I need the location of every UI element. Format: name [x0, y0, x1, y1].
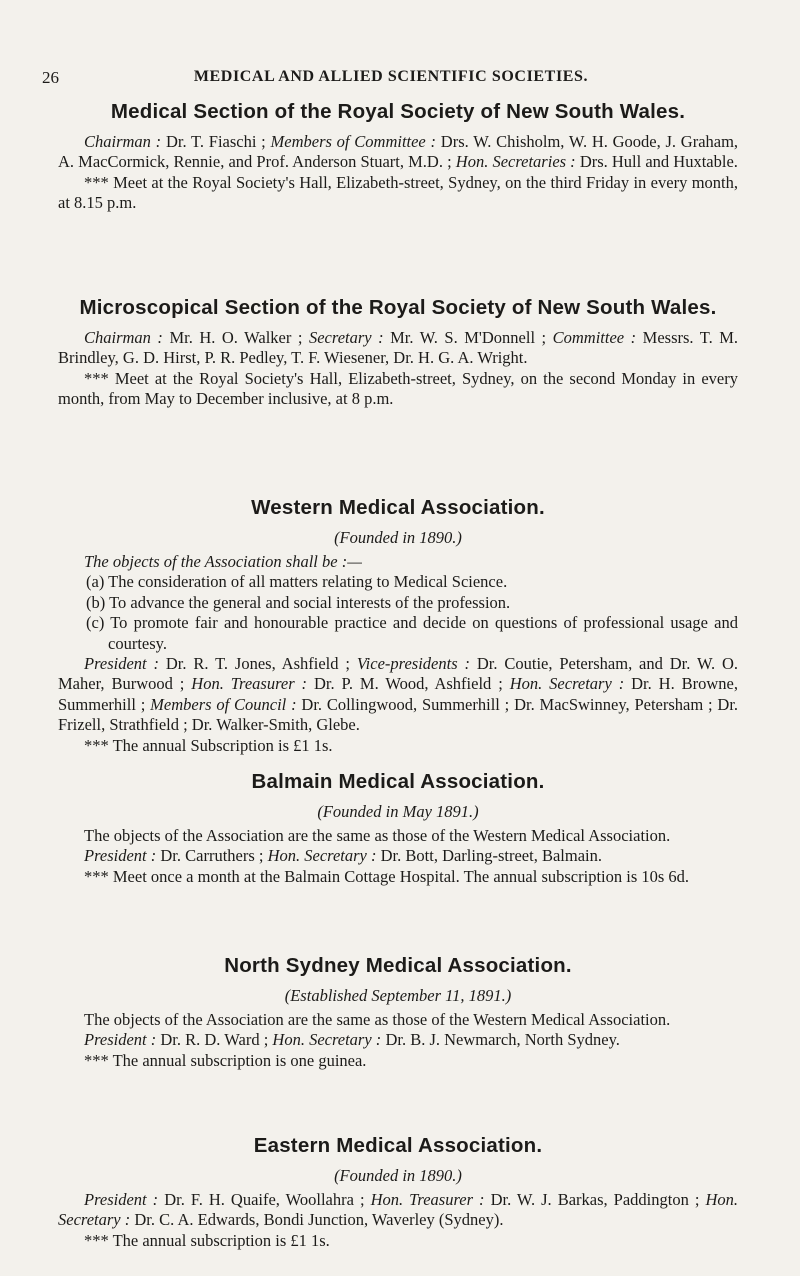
meeting-note: *** Meet at the Royal Society's Hall, Elizabeth-street, Sydney, on the third Friday in every month, at 8.15 p.m. — [58, 172, 738, 213]
founded-note: (Founded in 1890.) — [334, 1166, 462, 1185]
section-title: Western Medical Association. — [251, 496, 545, 519]
object-item: (b) To advance the general and social interests of the profession. — [86, 592, 511, 612]
officers: Chairman : Dr. T. Fiaschi ; Members of Committee : Drs. W. Chisholm, W. H. Goode, J. Graham, A. MacCormick, Rennie, and Prof. Anderson Stuart, M.D. ; Hon. Secretaries : Drs. Hull and Huxtable. — [58, 132, 739, 172]
object-item: (a) The consideration of all matters relating to Medical Science. — [86, 572, 508, 592]
objects-note: The objects of the Association are the same as those of the Western Medical Association. — [84, 826, 671, 845]
founded-note: (Established September 11, 1891.) — [284, 986, 512, 1005]
balmain-association-entry — [58, 770, 738, 887]
objects-note: The objects of the Association are the same as those of the Western Medical Association. — [84, 1010, 671, 1029]
objects-intro: The objects of the Association shall be :— — [84, 552, 362, 571]
page-number: 26 — [42, 68, 59, 87]
officers: President : Dr. F. H. Quaife, Woollahra ; Hon. Treasurer : Dr. W. J. Barkas, Paddington ; Hon. Secretary : Dr. C. A. Edwards, Bondi Junction, Waverley (Sydney). — [58, 1190, 739, 1230]
running-head — [42, 68, 740, 90]
subscription-note: *** The annual subscription is one guinea. — [84, 1050, 367, 1070]
north-sydney-association-entry — [58, 954, 738, 1071]
officers: President : Dr. Carruthers ; Hon. Secretary : Dr. Bott, Darling-street, Balmain. — [84, 846, 602, 866]
meeting-note: *** Meet once a month at the Balmain Cottage Hospital. The annual subscription is 10s 6d. — [84, 866, 690, 886]
object-item: (c) To promote fair and honourable practice and decide on questions of professional usage and courtesy. — [86, 613, 738, 653]
meeting-note: *** Meet at the Royal Society's Hall, Elizabeth-street, Sydney, on the second Monday in every month, from May to December inclusive, at 8 p.m. — [58, 368, 738, 409]
subscription-note: *** The annual subscription is £1 1s. — [84, 1230, 330, 1250]
officers: Chairman : Mr. H. O. Walker ; Secretary : Mr. W. S. M'Donnell ; Committee : Messrs. T. M. Brindley, G. D. Hirst, P. R. Pedley, T. F. Wiesener, Dr. H. G. A. Wright. — [58, 328, 739, 368]
section-title: Microscopical Section of the Royal Society of New South Wales. — [79, 296, 717, 319]
section-title: Balmain Medical Association. — [251, 770, 545, 793]
microscopical-section-entry — [58, 296, 738, 410]
founded-note: (Founded in 1890.) — [334, 528, 462, 547]
founded-note: (Founded in May 1891.) — [317, 802, 479, 821]
subscription-note: *** The annual Subscription is £1 1s. — [84, 735, 333, 755]
eastern-association-entry — [58, 1134, 738, 1251]
section-title: North Sydney Medical Association. — [224, 954, 572, 977]
section-title: Medical Section of the Royal Society of New South Wales. — [110, 100, 686, 123]
running-title: MEDICAL AND ALLIED SCIENTIFIC SOCIETIES. — [193, 68, 589, 85]
western-association-entry — [58, 496, 738, 756]
officers: President : Dr. R. D. Ward ; Hon. Secretary : Dr. B. J. Newmarch, North Sydney. — [84, 1030, 620, 1050]
section-title: Eastern Medical Association. — [253, 1134, 543, 1157]
officers: President : Dr. R. T. Jones, Ashfield ; Vice-presidents : Dr. Coutie, Petersham, and Dr. W. O. Maher, Burwood ; Hon. Treasurer : Dr. P. M. Wood, Ashfield ; Hon. Secretary : Dr. H. Browne, Summerhill ; Members of Council : Dr. Collingwood, Summerhill ; Dr. MacSwinney, Petersham ; Dr. Frizell, Strathfield ; Dr. Walker-Smith, Glebe. — [58, 654, 739, 735]
medical-section-entry — [58, 100, 738, 214]
